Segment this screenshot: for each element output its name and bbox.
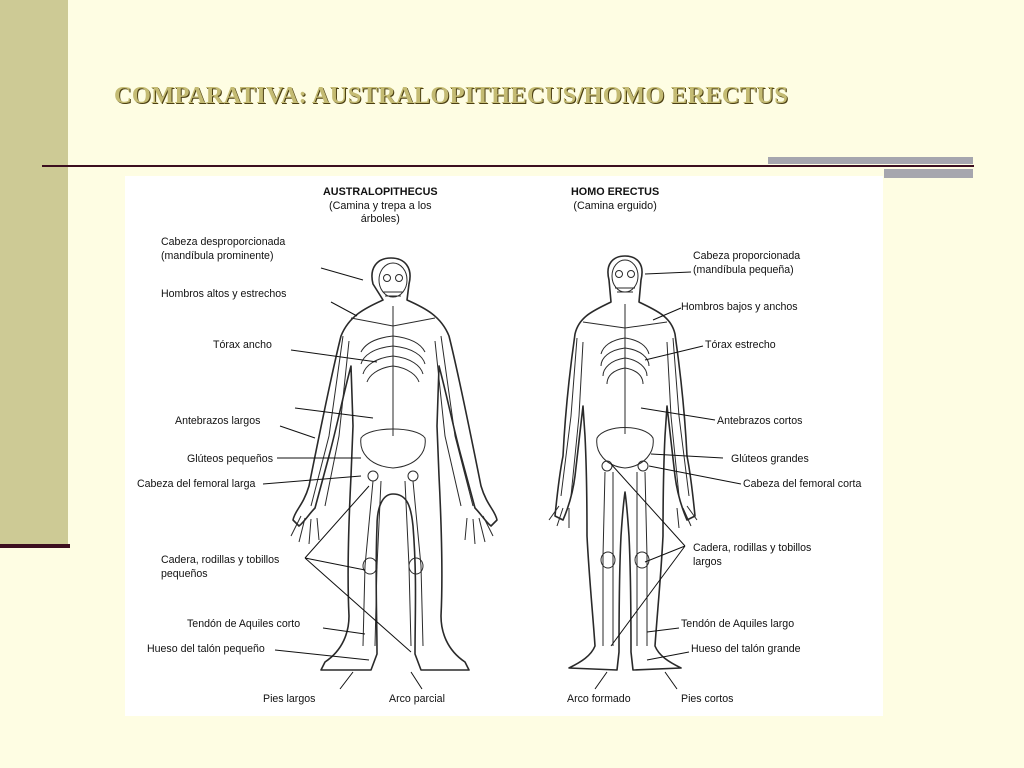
side-decor-bar (0, 0, 68, 546)
homo-erectus-heading: HOMO ERECTUS (Camina erguido) (571, 186, 660, 212)
label-arco-formado: Arco formado (567, 693, 631, 705)
label-gluteos-grandes: Glúteos grandes (731, 453, 809, 465)
label-pies-cortos: Pies cortos (681, 693, 734, 705)
label-talon-pequeno: Hueso del talón pequeño (147, 643, 265, 655)
skeleton-comparison-figure (125, 176, 883, 716)
label-talon-grande: Hueso del talón grande (691, 643, 801, 655)
decor-gray-bar-bottom (884, 169, 973, 178)
label-cabeza-proporcionada: Cabeza proporcionada (mandíbula pequeña) (693, 250, 801, 276)
label-hombros-bajos: Hombros bajos y anchos (681, 301, 798, 313)
label-pies-largos: Pies largos (263, 693, 316, 705)
label-torax-estrecho: Tórax estrecho (705, 339, 776, 351)
leader-lines (263, 268, 741, 689)
label-cabeza-desproporcionada: Cabeza desproporcionada (mandíbula prominente) (161, 236, 286, 262)
label-arco-parcial: Arco parcial (389, 693, 445, 705)
label-tendon-aquiles-corto: Tendón de Aquiles corto (187, 618, 301, 630)
label-tendon-aquiles-largo: Tendón de Aquiles largo (681, 618, 795, 630)
label-cabeza-femoral-larga: Cabeza del femoral larga (137, 478, 256, 490)
label-cadera-largos: Cadera, rodillas y tobillos largos (693, 542, 812, 568)
label-hombros-altos: Hombros altos y estrechos (161, 288, 287, 300)
australopithecus-heading: AUSTRALOPITHECUS (Camina y trepa a los árboles) (323, 186, 438, 225)
slide-title: COMPARATIVA: AUSTRALOPITHECUS/HOMO ERECTUS (114, 82, 789, 109)
homo-erectus-skeleton (549, 256, 697, 670)
australopithecus-skeleton (291, 258, 497, 670)
label-cabeza-femoral-corta: Cabeza del femoral corta (743, 478, 862, 490)
label-cadera-pequenos: Cadera, rodillas y tobillos pequeños (161, 554, 280, 580)
side-decor-rule (0, 544, 70, 548)
label-torax-ancho: Tórax ancho (213, 339, 272, 351)
decor-gray-bar-top (768, 157, 973, 164)
title-divider (42, 165, 974, 167)
label-antebrazos-largos: Antebrazos largos (175, 415, 261, 427)
label-antebrazos-cortos: Antebrazos cortos (717, 415, 803, 427)
label-gluteos-pequenos: Glúteos pequeños (187, 453, 273, 465)
